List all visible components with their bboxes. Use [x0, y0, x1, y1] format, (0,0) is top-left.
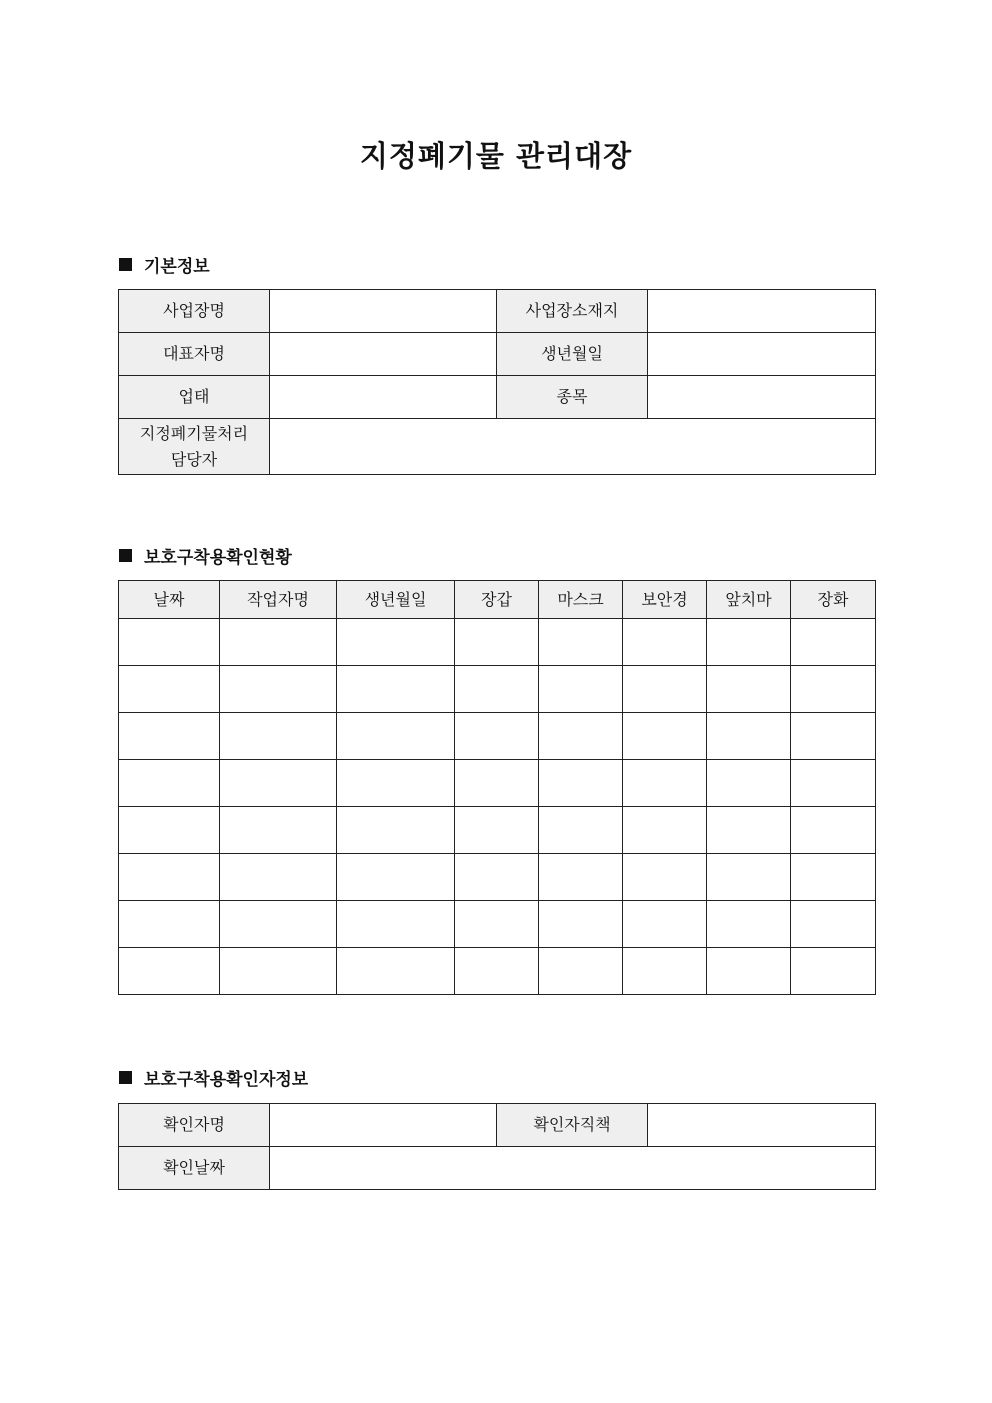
document-title: 지정폐기물 관리대장 — [359, 139, 633, 173]
business-name-field[interactable] — [270, 290, 497, 333]
table-cell[interactable] — [337, 854, 455, 901]
basic-info-row — [119, 333, 876, 376]
table-cell[interactable] — [791, 760, 876, 807]
table-cell[interactable] — [119, 713, 220, 760]
waste-manager-label-line1: 지정폐기물처리 — [139, 423, 249, 443]
table-cell[interactable] — [220, 619, 337, 666]
table-cell[interactable] — [337, 760, 455, 807]
table-cell[interactable] — [623, 901, 707, 948]
basic-info-heading-label: 기본정보 — [144, 256, 210, 277]
table-cell[interactable] — [539, 854, 623, 901]
column-header-birth-date: 생년월일 — [337, 581, 455, 619]
table-row — [119, 901, 876, 948]
confirmer-info-heading — [119, 1064, 308, 1090]
table-cell[interactable] — [455, 807, 539, 854]
confirmer-position-label: 확인자직책 — [497, 1104, 648, 1147]
table-cell[interactable] — [337, 807, 455, 854]
protective-gear-heading-label: 보호구착용확인현황 — [144, 547, 292, 568]
table-row — [119, 760, 876, 807]
table-cell[interactable] — [119, 760, 220, 807]
confirmer-info-table — [118, 1103, 876, 1190]
table-row — [119, 948, 876, 995]
confirm-date-label: 확인날짜 — [119, 1147, 270, 1190]
protective-gear-table — [118, 580, 876, 995]
table-cell[interactable] — [337, 619, 455, 666]
table-cell[interactable] — [337, 948, 455, 995]
business-item-label: 종목 — [497, 376, 648, 419]
table-cell[interactable] — [220, 807, 337, 854]
table-cell[interactable] — [220, 713, 337, 760]
confirm-date-field[interactable] — [270, 1147, 876, 1190]
basic-info-row — [119, 419, 876, 475]
confirmer-info-row — [119, 1147, 876, 1190]
waste-manager-field[interactable] — [270, 419, 876, 475]
table-cell[interactable] — [623, 948, 707, 995]
square-bullet-icon — [119, 1071, 132, 1084]
table-cell[interactable] — [707, 948, 791, 995]
table-cell[interactable] — [707, 760, 791, 807]
table-cell[interactable] — [337, 713, 455, 760]
table-cell[interactable] — [119, 948, 220, 995]
column-header-worker-name: 작업자명 — [220, 581, 337, 619]
table-cell[interactable] — [707, 666, 791, 713]
basic-info-row — [119, 376, 876, 419]
birth-date-field[interactable] — [648, 333, 876, 376]
table-cell[interactable] — [119, 807, 220, 854]
table-cell[interactable] — [623, 854, 707, 901]
table-cell[interactable] — [623, 760, 707, 807]
confirmer-info-row — [119, 1104, 876, 1147]
confirmer-name-field[interactable] — [270, 1104, 497, 1147]
table-cell[interactable] — [707, 807, 791, 854]
table-cell[interactable] — [455, 854, 539, 901]
table-row — [119, 713, 876, 760]
column-header-date: 날짜 — [119, 581, 220, 619]
representative-name-label: 대표자명 — [119, 333, 270, 376]
table-row — [119, 807, 876, 854]
table-cell[interactable] — [707, 854, 791, 901]
table-cell[interactable] — [220, 948, 337, 995]
column-header-mask: 마스크 — [539, 581, 623, 619]
table-cell[interactable] — [220, 760, 337, 807]
table-cell[interactable] — [220, 854, 337, 901]
table-cell[interactable] — [119, 901, 220, 948]
table-cell[interactable] — [455, 619, 539, 666]
table-cell[interactable] — [707, 713, 791, 760]
table-cell[interactable] — [455, 713, 539, 760]
table-cell[interactable] — [623, 807, 707, 854]
square-bullet-icon — [119, 258, 132, 271]
table-cell[interactable] — [791, 948, 876, 995]
table-cell[interactable] — [455, 666, 539, 713]
table-cell[interactable] — [791, 854, 876, 901]
table-row — [119, 619, 876, 666]
table-cell[interactable] — [707, 619, 791, 666]
waste-manager-label-line2: 담당자 — [170, 449, 218, 469]
table-cell[interactable] — [119, 854, 220, 901]
table-cell[interactable] — [455, 760, 539, 807]
table-cell[interactable] — [623, 619, 707, 666]
basic-info-row — [119, 290, 876, 333]
table-cell[interactable] — [119, 666, 220, 713]
table-cell[interactable] — [539, 666, 623, 713]
column-header-apron: 앞치마 — [707, 581, 791, 619]
table-cell[interactable] — [455, 948, 539, 995]
table-cell[interactable] — [337, 666, 455, 713]
table-cell[interactable] — [455, 901, 539, 948]
confirmer-name-label: 확인자명 — [119, 1104, 270, 1147]
table-cell[interactable] — [539, 948, 623, 995]
table-cell[interactable] — [539, 619, 623, 666]
table-cell[interactable] — [623, 666, 707, 713]
business-address-label: 사업장소재지 — [497, 290, 648, 333]
basic-info-table — [118, 289, 876, 475]
business-address-field[interactable] — [648, 290, 876, 333]
table-row — [119, 666, 876, 713]
table-cell[interactable] — [337, 901, 455, 948]
waste-manager-label — [119, 419, 270, 475]
table-cell[interactable] — [539, 760, 623, 807]
table-cell[interactable] — [707, 901, 791, 948]
table-cell[interactable] — [791, 901, 876, 948]
table-cell[interactable] — [791, 713, 876, 760]
confirmer-position-field[interactable] — [648, 1104, 876, 1147]
basic-info-heading — [119, 251, 210, 277]
business-item-field[interactable] — [648, 376, 876, 419]
table-cell[interactable] — [220, 901, 337, 948]
table-cell[interactable] — [791, 807, 876, 854]
table-row — [119, 854, 876, 901]
square-bullet-icon — [119, 549, 132, 562]
business-name-label: 사업장명 — [119, 290, 270, 333]
business-type-field[interactable] — [270, 376, 497, 419]
table-cell[interactable] — [539, 807, 623, 854]
business-type-label: 업태 — [119, 376, 270, 419]
table-cell[interactable] — [791, 666, 876, 713]
representative-name-field[interactable] — [270, 333, 497, 376]
column-header-gloves: 장갑 — [455, 581, 539, 619]
birth-date-label: 생년월일 — [497, 333, 648, 376]
protective-gear-heading — [119, 542, 292, 568]
confirmer-info-heading-label: 보호구착용확인자정보 — [144, 1069, 309, 1090]
protective-gear-header-row — [119, 581, 876, 619]
column-header-goggles: 보안경 — [623, 581, 707, 619]
column-header-boots: 장화 — [791, 581, 876, 619]
table-cell[interactable] — [791, 619, 876, 666]
table-cell[interactable] — [539, 713, 623, 760]
table-cell[interactable] — [539, 901, 623, 948]
table-cell[interactable] — [119, 619, 220, 666]
table-cell[interactable] — [220, 666, 337, 713]
table-cell[interactable] — [623, 713, 707, 760]
